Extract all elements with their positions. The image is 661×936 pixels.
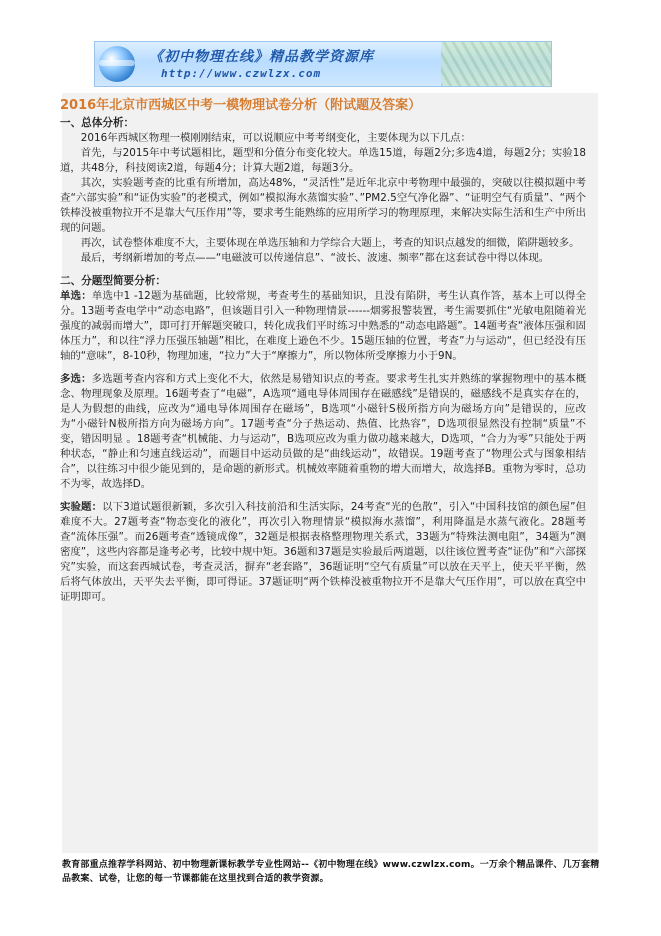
block-text: 以下3道试题很新颖，多次引入科技前沿和生活实际，24考查“光的色散”，引入“中国科技馆的颜色屋”但难度不大。27题考查“物态变化的液化”，再次引入物理情景“模拟海水蒸馏”，利用降温是水蒸气液化。28题考查“流体压强”。而26题考查“透镜成像”，32题是根据表格整理物理关系式，33题为“特殊法测电阻”，34题为”测密度”，这些内容都是逢考必考，比较中规中矩。36题和37题是实验最后两道题，以往该位置考查“证伪”和“六部探究”实验，而这套西城试卷，考查灵活，摒弃“老套路”，36题证明“空气有质量”可以放在天平上，使天平平衡，然后将气体放出，天平失去平衡，即可得证。37题证明“两个铁棒没被重物拉开不是靠大气压作用”，可以放在真空中证明即可。 <box>60 501 586 603</box>
footer-note: 教育部重点推荐学科网站、初中物理新课标教学专业性网站--《初中物理在线》www.czwlzx.com。一万余个精品课件、几万套精品教案、试卷，让您的每一节课都能在这里找到合适的教学资源。 <box>62 860 600 884</box>
multiple-choice-block <box>60 372 586 492</box>
section-1-paragraph: 其次，实验题考查的比重有所增加，高达48%，“灵活性”是近年北京中考物理中最强的，突破以往模拟题中考查“六部实验”和“证伪实验”的老模式，例如“模拟海水蒸馏实验”、”PM2.5空气净化器”、“证明空气有质量”、“两个铁棒没被重物拉开不是靠大气压作用”等，要求考生能熟练的应用所学习的物理原理，来解决实际生活和生产中所出现的问题。 <box>60 177 586 234</box>
block-text: 单选中1 -12题为基础题，比较常规，考查考生的基础知识，且没有陷阱，考生认真作答，基本上可以得全分。13题考查电学中“动态电路”，但该题目引入一种物理情景------烟雾报警装置，考生需要抓住“光敏电阻随着光强度的减弱而增大”，即可打开解题突破口，转化成我们平时练习中熟悉的“动态电路题”。14题考查“液体压强和固体压力”，和以往“浮力压强压轴题”相比，在难度上逊色不少。15题压轴的位置，考查”力与运动“，但已经没有压轴的“意味”，8-10秒，物理加速，“拉力”大于“摩擦力”，所以物体所受摩擦力小于9N。 <box>60 290 586 362</box>
banner-title: 《初中物理在线》精品教学资源库 <box>149 49 374 65</box>
banner-url: http://www.czwlzx.com <box>161 67 322 80</box>
block-lead: 多选： <box>60 373 92 385</box>
document-title: 2016年北京市西城区中考一模物理试卷分析（附试题及答案） <box>60 98 422 113</box>
section-1-paragraph: 最后，考纲新增加的考点——“电磁波可以传递信息”、“波长、波速、频率”都在这套试卷中得以体现。 <box>80 252 550 264</box>
block-lead: 实验题： <box>60 501 103 513</box>
section-1-heading: 一、总体分析： <box>60 117 135 129</box>
experiment-block <box>60 500 586 605</box>
block-lead: 单选： <box>60 290 92 302</box>
site-banner <box>94 41 552 87</box>
section-1-paragraph: 再次，试卷整体难度不大，主要体现在单选压轴和力学综合大题上，考查的知识点越发的细微，陷阱题较多。 <box>80 237 580 249</box>
section-1-paragraph: 2016年西城区物理一模刚刚结束，可以说顺应中考考纲变化，主要体现为以下几点： <box>80 132 471 144</box>
document-content <box>60 96 586 605</box>
single-choice-block <box>60 289 586 364</box>
block-text: 多选题考查内容和方式上变化不大，依然是易错知识点的考查。要求考生扎实并熟练的掌握物理中的基本概念、物理现象及原理。16题考查了“电磁”，A选项“通电导体周围存在磁感线”是错误的，磁感线不是真实存在的，是人为假想的曲线，应改为“通电导体周围存在磁场”，B选项“小磁针S极所指方向为磁场方向”是错误的，应改为“小磁针N极所指方向为磁场方向”。17题考查“分子热运动、热值、比热容”，D选项很显然没有控制“质量”不变，错因明显 。18题考查“机械能、力与运动”，B选项应改为重力做功越来越大，D选项，“合力为零”只能处于两种状态，“静止和匀速直线运动”，而题目中运动员做的是“曲线运动”，故错误。19题考查了“物理公式与图象相结合”，以往练习中很少能见到的，是命题的新形式。机械效率随着重物的增大而增大，故选择B。重物为零时，总功不为零，故选择D。 <box>60 373 587 490</box>
section-2-heading: 二、分题型简要分析： <box>60 275 166 287</box>
globe-band <box>99 60 135 66</box>
section-1-paragraph: 首先，与2015年中考试题相比，题型和分值分布变化较大。单选15道，每题2分;多选4道，每题2分；实验18道，共48分，科技阅读2道，每题4分；计算大题2道，每题3分。 <box>60 147 586 174</box>
